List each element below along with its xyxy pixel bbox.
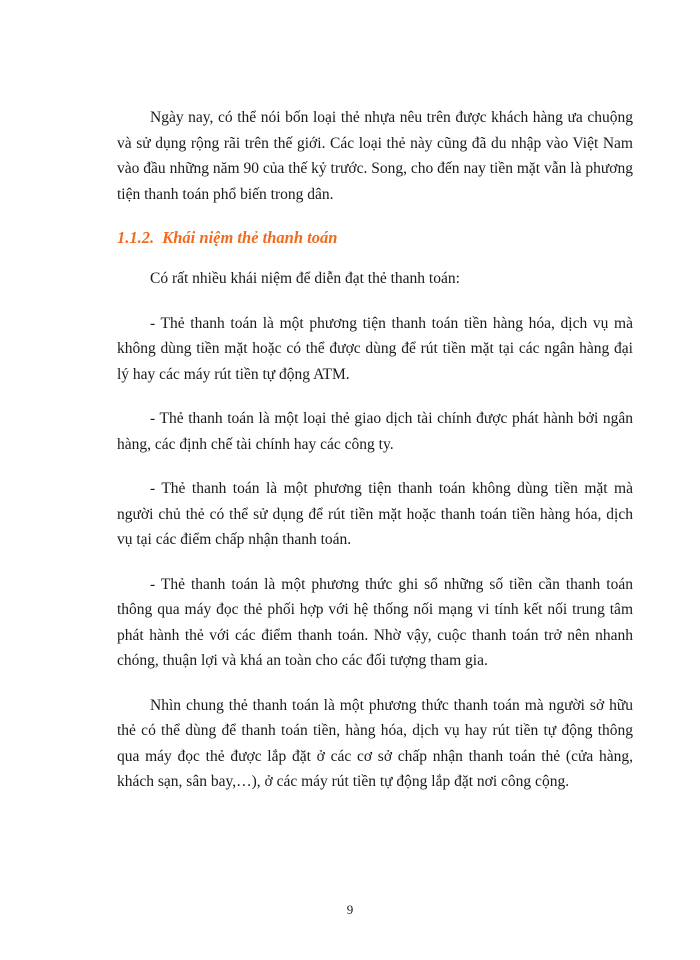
section-number: 1.1.2.: [117, 228, 155, 247]
paragraph-intro: Ngày nay, có thể nói bốn loại thẻ nhựa nêu trên được khách hàng ưa chuộng và sử dụng rộng rãi trên thế giới. Các loại thẻ này cũng đã du nhập vào Việt Nam vào đầu những năm 90 của thế kỷ trước. Song, cho đến nay tiền mặt vẫn là phương tiện thanh toán phổ biến trong dân.: [117, 109, 633, 203]
paragraph-definition-3: - Thẻ thanh toán là một phương tiện thanh toán không dùng tiền mặt mà người chủ thẻ có thể sử dụng để rút tiền mặt hoặc thanh toán tiền hàng hóa, dịch vụ tại các điểm chấp nhận thanh toán.: [117, 480, 633, 548]
paragraph-definition-1: - Thẻ thanh toán là một phương tiện thanh toán tiền hàng hóa, dịch vụ mà không dùng tiền mặt hoặc có thể được dùng để rút tiền mặt tại các ngân hàng đại lý hay các máy rút tiền tự động ATM.: [117, 314, 633, 383]
section-title: Khái niệm thẻ thanh toán: [162, 228, 338, 247]
paragraph-summary: Nhìn chung thẻ thanh toán là một phương thức thanh toán mà người sở hữu thẻ có thể dùng để thanh toán tiền, hàng hóa, dịch vụ hay rút tiền tự động thông qua máy đọc thẻ được lắp đặt ở các cơ sở chấp nhận thanh toán thẻ (cửa hàng, khách sạn, sân bay,…), ở các máy rút tiền tự động lắp đặt nơi công cộng.: [117, 696, 633, 790]
paragraph-definition-4: - Thẻ thanh toán là một phương thức ghi sổ những số tiền cần thanh toán thông qua máy đọc thẻ phối hợp với hệ thống nối mạng vi tính kết nối trung tâm phát hành thẻ với các điểm thanh toán. Nhờ vậy, cuộc thanh toán trở nên nhanh chóng, thuận lợi và khá an toàn cho các đối tượng tham gia.: [117, 575, 633, 669]
page-content: [117, 105, 633, 814]
page-number: 9: [346, 902, 354, 917]
section-heading: [117, 226, 633, 250]
paragraph-lead: Có rất nhiều khái niệm để diễn đạt thẻ thanh toán:: [150, 270, 460, 287]
paragraph-definition-2: - Thẻ thanh toán là một loại thẻ giao dịch tài chính được phát hành bởi ngân hàng, các định chế tài chính hay các công ty.: [117, 410, 633, 453]
